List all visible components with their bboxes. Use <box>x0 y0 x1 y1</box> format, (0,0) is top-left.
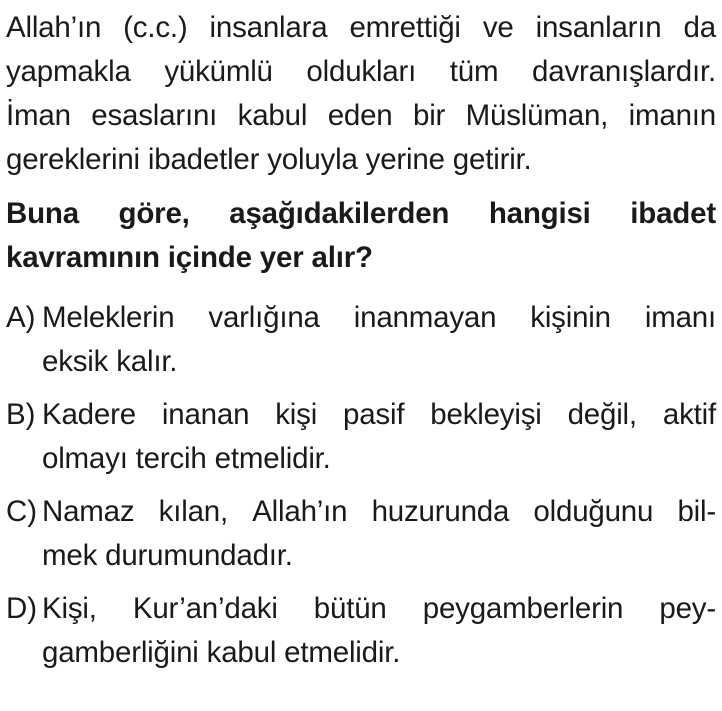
word: (c.c.) <box>123 11 188 44</box>
word: ve <box>482 11 514 44</box>
option-line <box>42 393 716 437</box>
word: bir <box>413 99 446 132</box>
option-line: gamberliğini kabul etmelidir. <box>42 636 401 669</box>
word: aktif <box>662 398 716 431</box>
option-line <box>42 296 716 340</box>
question-line <box>6 192 716 236</box>
word: yapmakla <box>6 55 131 88</box>
word: eden <box>327 99 393 132</box>
word: tüm <box>449 55 499 88</box>
word: aşağıdakilerden <box>229 197 450 230</box>
question-line: kavramının içinde yer alır? <box>6 241 373 274</box>
word: insanların <box>535 11 662 44</box>
question-passage <box>6 6 716 182</box>
option-line: olmayı tercih etmelidir. <box>42 442 331 475</box>
option-text <box>42 393 716 481</box>
word: varlığına <box>208 301 320 334</box>
option-letter: A) <box>6 301 36 334</box>
word: kılan, <box>158 495 228 528</box>
word: huzurunda <box>371 495 510 528</box>
word: yükümlü <box>164 55 273 88</box>
option-a[interactable] <box>6 296 716 384</box>
word: inanmayan <box>353 301 497 334</box>
word: Kur’an’daki <box>132 592 278 625</box>
word: pasif <box>343 398 405 431</box>
option-text <box>42 490 716 578</box>
word: davranışlardır. <box>532 55 716 88</box>
option-letter: D) <box>6 592 38 625</box>
passage-line <box>6 50 716 94</box>
word: inanan <box>161 398 250 431</box>
word: Buna <box>6 197 79 230</box>
word: değil, <box>567 398 637 431</box>
word: Allah’ın <box>252 495 348 528</box>
option-text <box>42 587 716 675</box>
question-stem <box>6 192 716 280</box>
option-line <box>42 587 716 631</box>
word: emrettiği <box>349 11 461 44</box>
word: pey- <box>659 592 716 625</box>
option-d[interactable] <box>6 587 716 675</box>
option-c[interactable] <box>6 490 716 578</box>
option-letter: B) <box>6 398 36 431</box>
word: bil- <box>677 495 716 528</box>
passage-line: gereklerini ibadetler yoluyla yerine getirir. <box>6 143 532 176</box>
word: Allah’ın <box>6 11 102 44</box>
option-b[interactable] <box>6 393 716 481</box>
word: Kişi, <box>42 592 97 625</box>
word: peygamberlerin <box>422 592 624 625</box>
word: olduğunu <box>533 495 654 528</box>
word: da <box>683 11 716 44</box>
word: kabul <box>237 99 308 132</box>
word: kişi <box>275 398 318 431</box>
word: oldukları <box>306 55 417 88</box>
word: Meleklerin <box>42 301 175 334</box>
word: Müslüman, <box>465 99 609 132</box>
word: ibadet <box>630 197 716 230</box>
passage-line <box>6 6 716 50</box>
word: bütün <box>313 592 387 625</box>
option-text <box>42 296 716 384</box>
option-letter: C) <box>6 495 38 528</box>
word: hangisi <box>488 197 591 230</box>
word: esaslarını <box>91 99 218 132</box>
word: Namaz <box>42 495 135 528</box>
word: göre, <box>118 197 190 230</box>
word: bekleyişi <box>430 398 542 431</box>
word: imanın <box>628 99 716 132</box>
passage-line <box>6 94 716 138</box>
option-line: mek durumundadır. <box>42 539 293 572</box>
word: imanı <box>644 301 716 334</box>
word: insanlara <box>209 11 328 44</box>
option-line <box>42 490 716 534</box>
word: Kadere <box>42 398 136 431</box>
answer-options <box>6 296 716 675</box>
word: İman <box>6 99 71 132</box>
word: kişinin <box>530 301 611 334</box>
option-line: eksik kalır. <box>42 345 178 378</box>
